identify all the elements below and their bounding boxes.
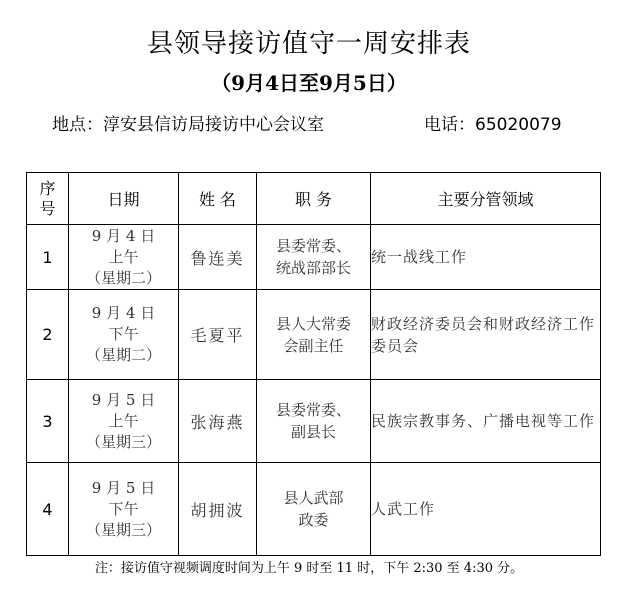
table-row	[27, 463, 601, 556]
row-date-day: 9 月 4 日	[91, 304, 156, 322]
row-name: 张海燕	[179, 380, 257, 463]
row-position	[257, 290, 371, 380]
header-name: 姓 名	[179, 173, 257, 225]
row-seq: 1	[27, 225, 69, 290]
header-position: 职 务	[257, 173, 371, 225]
row-position	[257, 380, 371, 463]
row-seq: 4	[27, 463, 69, 556]
phone-text: 电话：65020079	[424, 115, 562, 135]
footer-note: 注：接访值守视频调度时间为上午 9 时至 11 时，下午 2:30 至 4:30 分。	[94, 561, 524, 576]
row-date	[69, 290, 179, 380]
row-date-weekday: （星期三）	[85, 432, 161, 451]
page-title: 县领导接访值守一周安排表	[146, 29, 471, 59]
table-row	[27, 380, 601, 463]
row-date	[69, 225, 179, 290]
row-date-day: 9 月 5 日	[91, 478, 156, 497]
row-area: 人武工作	[371, 463, 601, 556]
row-position-line1: 县人大常委	[275, 314, 351, 333]
row-date-weekday: （星期二）	[85, 268, 161, 287]
row-date-weekday: （星期二）	[85, 346, 161, 364]
date-range: （9月4日至9月5日）	[211, 71, 407, 95]
header-area: 主要分管领域	[371, 173, 601, 225]
header-seq	[27, 173, 69, 225]
row-date-period: 下午	[108, 325, 139, 343]
schedule-table	[26, 172, 601, 556]
row-seq: 2	[27, 290, 69, 380]
table-row	[27, 290, 601, 380]
table-header-row	[27, 173, 601, 225]
row-date-day: 9 月 4 日	[91, 226, 156, 245]
row-date-day: 9 月 5 日	[91, 390, 156, 409]
row-area: 统一战线工作	[371, 225, 601, 290]
row-name: 胡拥波	[179, 463, 257, 556]
row-position-line1: 县委常委、	[275, 401, 351, 419]
info-line	[52, 113, 612, 137]
table-row	[27, 225, 601, 290]
row-position-line2: 统战部部长	[275, 259, 351, 277]
row-position-line1: 县人武部	[283, 489, 344, 507]
row-area: 财政经济委员会和财政经济工作委员会	[371, 290, 601, 380]
location-text: 地点：淳安县信访局接访中心会议室	[52, 115, 324, 135]
row-date-period: 上午	[108, 247, 139, 266]
row-position	[257, 225, 371, 290]
row-date	[69, 463, 179, 556]
row-position-line2: 会副主任	[283, 336, 344, 355]
row-position-line1: 县委常委、	[275, 237, 351, 255]
row-position-line2: 副县长	[290, 423, 336, 441]
header-seq-line1: 序	[39, 178, 56, 198]
row-date	[69, 380, 179, 463]
row-date-period: 上午	[108, 411, 139, 430]
row-position-line2: 政委	[298, 511, 329, 529]
row-date-weekday: （星期三）	[85, 520, 161, 539]
row-position	[257, 463, 371, 556]
header-date: 日期	[69, 173, 179, 225]
header-seq-line2: 号	[39, 198, 56, 218]
row-name: 毛夏平	[179, 290, 257, 380]
row-area: 民族宗教事务、广播电视等工作	[371, 380, 601, 463]
row-date-period: 下午	[108, 499, 139, 518]
row-name: 鲁连美	[179, 225, 257, 290]
row-seq: 3	[27, 380, 69, 463]
